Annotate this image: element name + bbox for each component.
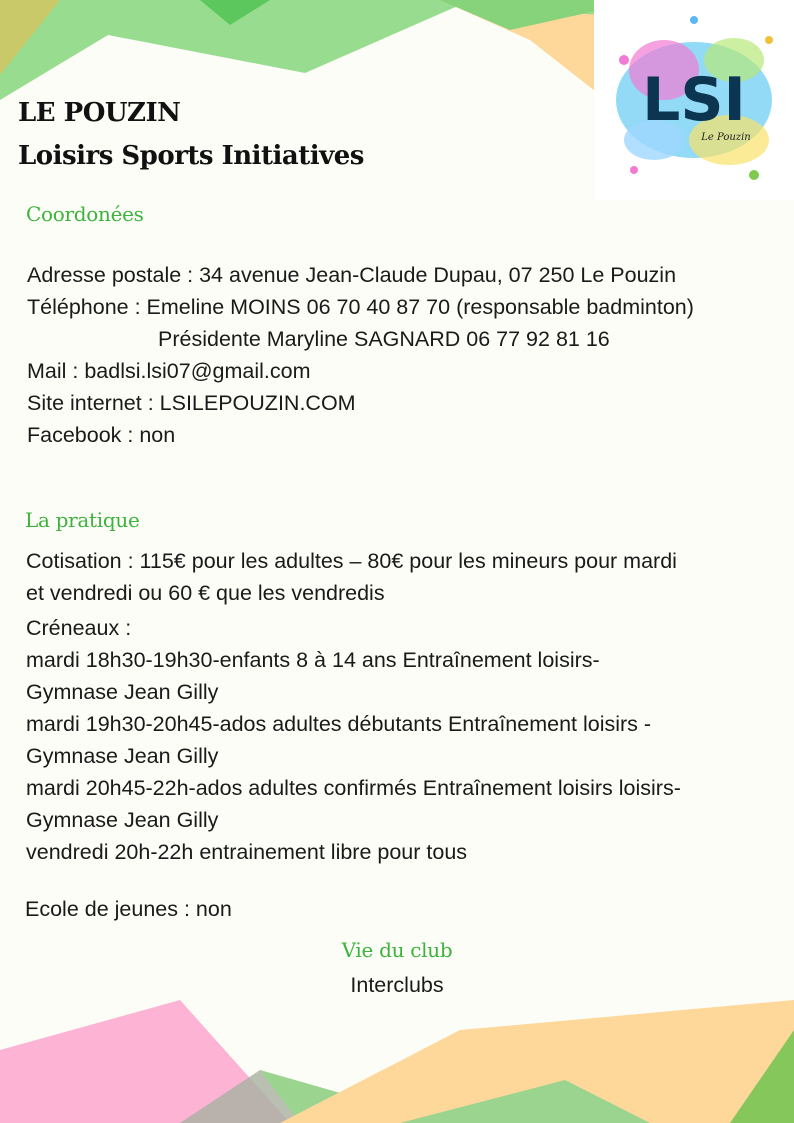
section-heading-vie-club: Vie du club [341, 938, 453, 962]
cotisation-line-1: Cotisation : 115€ pour les adultes – 80€ pour les mineurs pour mardi [26, 549, 677, 573]
phone-line-2: Présidente Maryline SAGNARD 06 77 92 81 16 [158, 327, 610, 351]
title-line-1: LE POUZIN [18, 98, 181, 128]
ecole-line: Ecole de jeunes : non [25, 897, 232, 921]
creneaux-label: Créneaux : [26, 616, 132, 640]
lsi-logo [594, 0, 794, 200]
section-heading-coordonnees: Coordonées [26, 202, 144, 226]
creneau-line: Gymnase Jean Gilly [26, 744, 219, 768]
creneau-line: mardi 18h30-19h30-enfants 8 à 14 ans Entraînement loisirs- [26, 648, 600, 672]
facebook-line: Facebook : non [27, 423, 176, 447]
creneau-line: Gymnase Jean Gilly [26, 680, 219, 704]
mail-line: Mail : badlsi.lsi07@gmail.com [27, 359, 311, 383]
cotisation-line-2: et vendredi ou 60 € que les vendredis [26, 581, 385, 605]
vie-club-item: Interclubs [350, 973, 444, 997]
logo-subtext: Le Pouzin [701, 132, 751, 143]
logo-text: LSI [642, 65, 746, 135]
page-title [18, 92, 364, 178]
creneau-line: mardi 19h30-20h45-ados adultes débutants Entraînement loisirs - [26, 712, 652, 736]
section-heading-pratique: La pratique [25, 508, 140, 532]
phone-line-1: Téléphone : Emeline MOINS 06 70 40 87 70 (responsable badminton) [27, 295, 694, 319]
website-line: Site internet : LSILEPOUZIN.COM [27, 391, 356, 415]
creneau-line: mardi 20h45-22h-ados adultes confirmés Entraînement loisirs loisirs- [26, 776, 681, 800]
creneau-line: vendredi 20h-22h entrainement libre pour tous [26, 840, 468, 864]
address-line: Adresse postale : 34 avenue Jean-Claude Dupau, 07 250 Le Pouzin [27, 263, 677, 287]
title-line-2: Loisirs Sports Initiatives [18, 141, 364, 171]
creneau-line: Gymnase Jean Gilly [26, 808, 219, 832]
